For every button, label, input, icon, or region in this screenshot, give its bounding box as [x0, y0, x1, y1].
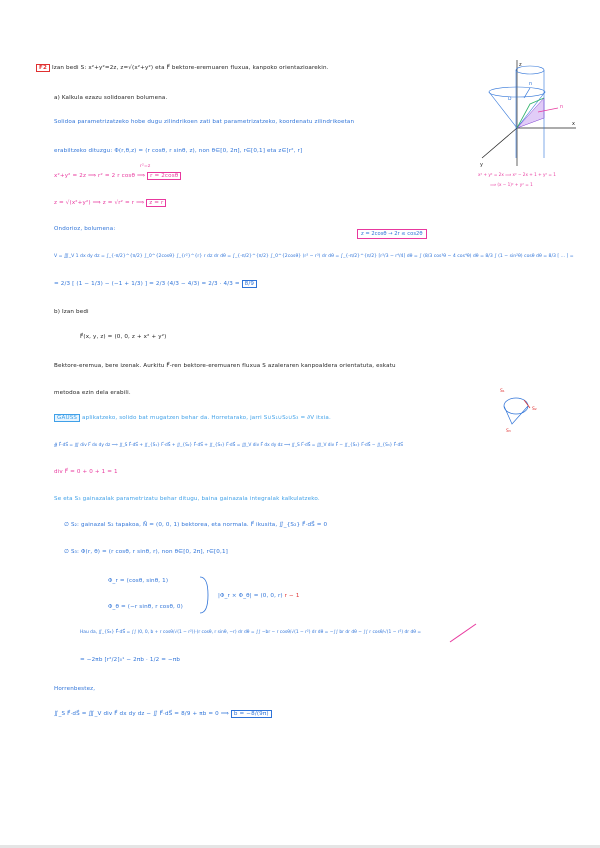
- intersection-line-1: [54, 172, 181, 180]
- problem-header: [36, 64, 329, 72]
- intersection-eq-1: x²+y² = 2z ⟹ r² = 2 r cosθ ⟹: [54, 173, 146, 179]
- cross-product: |Φ_r × Φ_θ| = (0, 0, r): [218, 593, 283, 599]
- final-result: b = −8/(9π): [231, 710, 272, 718]
- intersection-annotation: r²=z: [140, 164, 151, 169]
- s2-line: ∅ S₂: gainazal S₂ tapakoa, N⃗ = (0, 0, 1) bektorea, eta normala. F⃗ ikusita, ∬_{S₂} F⃗·dS⃗ = 0: [64, 522, 328, 528]
- y-axis: [482, 128, 517, 158]
- part-a-intro-1: Solidoa parametrizatzeko hobe dugu zilindrikoen zati bat parametrizatzeko, koordenatu zilindrikoetan: [54, 119, 355, 125]
- final-line: [54, 710, 272, 718]
- cone-left-side: [489, 92, 517, 128]
- cross-badge: r − 1: [284, 593, 300, 599]
- phi-theta: Φ_θ = (−r sinθ, r cosθ, 0): [108, 604, 183, 610]
- label-pink-normal: n: [560, 104, 564, 110]
- label-n: n: [529, 81, 533, 87]
- part-b-text-2: metodoa ezin dela erabili.: [54, 390, 131, 396]
- label-d: D: [508, 97, 512, 102]
- label-x-axis: x: [572, 121, 575, 127]
- volume-eq-2-text: = 2/3 [ (1 − 1/3) − (−1 + 1/3) ] = 2/3 (4/3 − 4/3) = 2/3 · 4/3 =: [54, 281, 240, 287]
- intersection-result-1: r = 2cosθ: [147, 172, 181, 180]
- gauss-equation: ∯ F⃗·dS⃗ = ∭ div F⃗ dx dy dz ⟹ ∬_S F⃗·dS⃗ + ∬_{S₁} F⃗·dS⃗ + ∬_{S₂} F⃗·dS⃗ + ∬_{S₃} F⃗·dS⃗ = ∭_V div F⃗ dx dy dz ⟹ ∬_S F⃗·dS⃗ = ∭_V div F⃗ − ∬_{S₂} F⃗·dS⃗ − ∬_{S₃} F⃗·dS⃗: [54, 443, 403, 448]
- part-b-text-1: Bektore-eremua, bere izenak. Aurkitu F⃗-ren bektore-eremuaren fluxua S azaleraren kanpoaldera orientatuta, eskatu: [54, 363, 396, 369]
- intersection-result-2: z = r: [146, 199, 166, 207]
- part-b-heading: b) Izan bedi: [54, 309, 89, 315]
- volume-result: 8/9: [242, 280, 257, 288]
- phi-r: Φ_r = (cosθ, sinθ, 1): [108, 578, 169, 584]
- intersection-eq-2: z = √(x²+y²) ⟹ z = √r² = r ⟹: [54, 200, 145, 206]
- figure-boundary-surfaces: [492, 384, 542, 434]
- parametrization-intro: Se eta S₃ gainazalak parametrizatu behar ditugu, baina gainazala integralak kalkulatzeko.: [54, 496, 320, 502]
- part-a-intro-2: erabiltzeko dituzgu: Φ(r,θ,z) = (r cosθ, r sinθ, z), non θ∈[0, 2π], r∈[0,1] eta z∈[r², r]: [54, 148, 303, 154]
- label-y-axis: y: [480, 162, 483, 168]
- gauss-text: aplikatzeko, solido bat mugatzen behar da. Horretarako, jarri S∪S₁∪S₂∪S₃ = ∂V itxia.: [82, 415, 331, 421]
- figure-cone-cylinder: [472, 58, 582, 178]
- s3-line: ∅ S₃: Φ(r, θ) = (r cosθ, r sinθ, r), non θ∈[0, 2π], r∈[0,1]: [64, 549, 228, 555]
- flux-s3-equation-2: = −2πb [r²/2]₀¹ − 2πb · 1/2 = −πb: [80, 657, 181, 663]
- problem-number-badge: F2: [36, 64, 50, 72]
- conclusion-heading: Horrenbestez,: [54, 686, 96, 692]
- solid-region: [517, 98, 544, 128]
- volume-heading: Ondorioz, bolumena:: [54, 226, 116, 232]
- gauss-label: GAUSS: [54, 414, 80, 422]
- flux-s3-equation: Hau da, ∬_{S₃} F⃗·dS⃗ = ∫∫ (0, 0, b + r cosθ/√(1 − r²))·(r cosθ, r sinθ, −r) dr dθ = ∫∫ −br − r cosθ/√(1 − r²) dr dθ = −∫∫ br dr dθ − ∫∫ r cosθ/√(1 − r²) dr dθ =: [80, 630, 422, 635]
- cross-product-line: [218, 593, 300, 599]
- strike-mark: [448, 622, 478, 644]
- side-note-1: x² + y² = 2x ⟹ x² − 2x + 1 + y² = 1: [478, 172, 556, 177]
- label-s2: S₂: [532, 407, 537, 412]
- label-z-axis: z: [519, 62, 522, 68]
- gauss-line: [54, 414, 331, 422]
- volume-equation-1: V = ∭_V 1 dx dy dz = ∫_{-π/2}^{π/2} ∫_0^{2cosθ} ∫_{r²}^{r} r dz dr dθ = ∫_{-π/2}^{π/2} ∫_0^{2cosθ} (r² − r³) dr dθ = ∫_{-π/2}^{π/2} [r³/3 − r⁴/4] dθ = ∫ (8/3 cos³θ − 4 cos⁴θ) dθ = 8/3 ∫ (1 − sin²θ) cosθ dθ = 8/3 [ ... ] =: [54, 254, 574, 259]
- part-a-heading: a) Kalkula ezazu solidoaren bolumena.: [54, 95, 168, 101]
- intersection-line-2: [54, 199, 166, 207]
- volume-equation-2: [54, 280, 257, 288]
- condition-box: z = 2cosθ → 2r ≤ cos2θ: [357, 229, 427, 239]
- problem-statement: Izan bedi S: x²+y²=2z, z=√(x²+y²) eta F⃗ bektore-eremuaren fluxua, kanpoko orientazioarekin.: [51, 65, 329, 71]
- surface-cone: [504, 406, 528, 424]
- label-s3: S₃: [506, 429, 511, 434]
- label-s1: S₁: [500, 389, 505, 394]
- divergence-line: div F⃗ = 0 + 0 + 1 = 1: [54, 469, 118, 475]
- vector-field: F⃗(x, y, z) = (0, 0, z + x² + y²): [80, 334, 167, 340]
- final-equation: ∬_S F⃗·dS⃗ = ∭_V div F⃗ dx dy dz − ∬ F⃗·dS⃗ = 8/9 + πb = 0 ⟹: [54, 711, 229, 717]
- cross-product-brace: [198, 575, 214, 615]
- side-note-2: ⟹ (x − 1)² + y² = 1: [490, 182, 533, 187]
